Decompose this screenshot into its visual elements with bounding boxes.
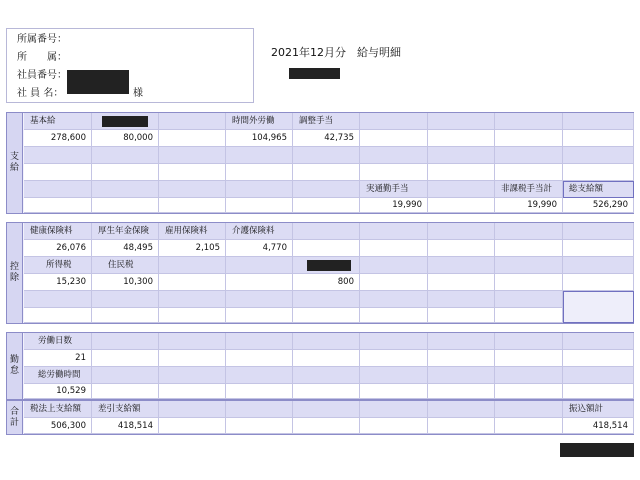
base-pay-value: 278,600 <box>24 130 92 147</box>
empty-label-cell <box>428 367 495 384</box>
empty-label-cell <box>293 367 360 384</box>
empty-value-cell <box>360 274 428 291</box>
redacted-item-value: 80,000 <box>92 130 159 147</box>
redacted-label <box>102 116 148 127</box>
empty-value-cell <box>563 240 634 257</box>
empty-label-cell <box>159 367 226 384</box>
empty-label-cell <box>159 181 226 198</box>
name-row <box>17 87 63 101</box>
net-pay-label: 差引支給額 <box>92 401 159 418</box>
empty-label-cell <box>293 291 360 308</box>
honorific: 様 <box>133 88 143 99</box>
empty-value-cell <box>226 350 293 367</box>
empty-value-cell <box>226 164 293 181</box>
workhours-label: 総労働時間 <box>24 367 92 384</box>
empty-label-cell <box>360 223 428 240</box>
empty-value-cell <box>428 274 495 291</box>
empty-value-cell <box>226 308 293 323</box>
empty-label-cell <box>495 291 563 308</box>
empty-label-cell <box>159 147 226 164</box>
empty-label-cell <box>428 223 495 240</box>
empty-label-cell <box>495 147 563 164</box>
empty-label-cell <box>563 257 634 274</box>
redacted-label <box>307 260 351 271</box>
nontaxable-total-value: 19,990 <box>495 198 563 213</box>
empty-label-cell <box>495 257 563 274</box>
empty-value-cell <box>428 198 495 213</box>
empty-value-cell <box>293 384 360 399</box>
empty-value-cell <box>226 198 293 213</box>
empty-label-cell <box>563 333 634 350</box>
empty-label-cell <box>360 113 428 130</box>
totals-section-label: 合 計 <box>7 401 23 434</box>
empty-value-cell <box>293 198 360 213</box>
empty-value-cell <box>495 130 563 147</box>
empty-value-cell <box>293 164 360 181</box>
empty-label-cell <box>495 113 563 130</box>
empty-label-cell <box>360 367 428 384</box>
workdays-value: 21 <box>24 350 92 367</box>
empty-value-cell <box>226 384 293 399</box>
redacted-label-cell <box>293 257 360 274</box>
payments-section-label: 支 給 <box>7 113 23 213</box>
empty-label-cell <box>428 113 495 130</box>
emp-no-row <box>17 69 67 83</box>
empty-value-cell <box>428 240 495 257</box>
empty-value-cell <box>24 198 92 213</box>
empty-label-cell <box>92 333 159 350</box>
dept-label: 所 属： <box>17 52 67 63</box>
totals-section <box>6 400 634 435</box>
empty-label-cell <box>428 333 495 350</box>
empty-value-cell <box>428 308 495 323</box>
empty-value-cell <box>563 274 634 291</box>
income-tax-value: 15,230 <box>24 274 92 291</box>
empty-value-cell <box>159 418 226 434</box>
empty-label-cell <box>428 257 495 274</box>
empty-value-cell <box>360 350 428 367</box>
empty-label-cell <box>92 291 159 308</box>
empty-label-cell <box>360 147 428 164</box>
empty-value-cell <box>92 164 159 181</box>
empty-label-cell <box>92 181 159 198</box>
empty-label-cell <box>293 181 360 198</box>
empty-label-cell <box>360 401 428 418</box>
empty-label-cell <box>428 181 495 198</box>
deductions-section-label: 控 除 <box>7 223 23 323</box>
empty-value-cell <box>92 384 159 399</box>
employee-info-box <box>6 28 254 103</box>
empty-value-cell <box>360 164 428 181</box>
empty-value-cell <box>293 308 360 323</box>
empty-value-cell <box>159 350 226 367</box>
empty-value-cell <box>293 418 360 434</box>
empty-label-cell <box>428 401 495 418</box>
empty-label-cell <box>159 291 226 308</box>
empty-value-cell <box>92 350 159 367</box>
workdays-label: 労働日数 <box>24 333 92 350</box>
resident-tax-value: 10,300 <box>92 274 159 291</box>
taxable-pay-label: 税法上支給額 <box>24 401 92 418</box>
transfer-total-value: 418,514 <box>563 418 634 434</box>
dept-row <box>17 51 67 65</box>
page-title: 2021年12月分 給与明細 <box>271 46 401 59</box>
empty-value-cell <box>495 240 563 257</box>
empty-value-cell <box>428 418 495 434</box>
empty-label-cell <box>293 223 360 240</box>
payments-section <box>6 112 634 214</box>
empty-value-cell <box>563 164 634 181</box>
empty-label-cell <box>92 367 159 384</box>
empty-label-cell <box>226 257 293 274</box>
health-insurance-value: 26,076 <box>24 240 92 257</box>
transfer-total-label: 振込額計 <box>563 401 634 418</box>
empty-label-cell <box>360 333 428 350</box>
empty-value-cell <box>428 384 495 399</box>
empty-label-cell <box>563 223 634 240</box>
deductions-section <box>6 222 634 324</box>
empty-value-cell <box>495 308 563 323</box>
pension-value: 48,495 <box>92 240 159 257</box>
empty-value-cell <box>293 350 360 367</box>
empty-value-cell <box>92 198 159 213</box>
empty-label-cell <box>563 367 634 384</box>
empty-value-cell <box>563 384 634 399</box>
empty-value-cell <box>360 384 428 399</box>
empty-value-cell <box>428 130 495 147</box>
empty-value-cell <box>495 274 563 291</box>
empty-label-cell <box>495 223 563 240</box>
empty-label-cell <box>226 181 293 198</box>
redacted-title-data <box>289 68 340 79</box>
empty-label-cell <box>159 257 226 274</box>
net-pay-value: 418,514 <box>92 418 159 434</box>
empty-total-cell <box>563 291 634 323</box>
empty-value-cell <box>563 130 634 147</box>
redacted-footer-data <box>560 443 634 457</box>
commute-allowance-label: 実通勤手当 <box>360 181 428 198</box>
name-label: 社 員 名： <box>17 88 64 99</box>
empty-label-cell <box>226 333 293 350</box>
empty-value-cell <box>495 418 563 434</box>
empty-label-cell <box>360 257 428 274</box>
commute-allowance-value: 19,990 <box>360 198 428 213</box>
overtime-label: 時間外労働 <box>226 113 293 130</box>
health-insurance-label: 健康保険料 <box>24 223 92 240</box>
empty-value-cell <box>159 164 226 181</box>
redacted-deduction-value: 800 <box>293 274 360 291</box>
base-pay-label: 基本給 <box>24 113 92 130</box>
resident-tax-label: 住民税 <box>92 257 159 274</box>
empty-value-cell <box>428 164 495 181</box>
empty-label-cell <box>226 367 293 384</box>
empty-value-cell <box>159 308 226 323</box>
empty-label-cell <box>226 147 293 164</box>
empty-label-cell <box>563 113 634 130</box>
empty-label-cell <box>226 291 293 308</box>
empty-value-cell <box>92 308 159 323</box>
empty-value-cell <box>495 164 563 181</box>
attendance-section-label: 勤 怠 <box>7 333 23 399</box>
empty-label-cell <box>495 367 563 384</box>
empty-value-cell <box>293 240 360 257</box>
income-tax-label: 所得税 <box>24 257 92 274</box>
care-insurance-label: 介護保険料 <box>226 223 293 240</box>
dept-no-label: 所属番号： <box>17 34 67 45</box>
empty-label-cell <box>428 147 495 164</box>
empty-label-cell <box>495 333 563 350</box>
empty-label-cell <box>360 291 428 308</box>
empty-value-cell <box>360 308 428 323</box>
employment-insurance-value: 2,105 <box>159 240 226 257</box>
empty-value-cell <box>360 418 428 434</box>
empty-value-cell <box>24 164 92 181</box>
redacted-employee-data <box>67 70 129 94</box>
attendance-section <box>6 332 634 400</box>
empty-label-cell <box>92 147 159 164</box>
empty-value-cell <box>159 198 226 213</box>
empty-label-cell <box>24 291 92 308</box>
gross-pay-value: 526,290 <box>563 198 634 213</box>
empty-label-cell <box>293 333 360 350</box>
empty-label-cell <box>293 401 360 418</box>
empty-label-cell <box>563 147 634 164</box>
workhours-value: 10,529 <box>24 384 92 399</box>
empty-value-cell <box>495 384 563 399</box>
emp-no-label: 社員番号： <box>17 70 67 81</box>
gross-pay-label: 総支給額 <box>563 181 634 198</box>
redacted-label-cell <box>92 113 159 130</box>
empty-value-cell <box>24 308 92 323</box>
empty-value-cell <box>159 384 226 399</box>
adjustment-label: 調整手当 <box>293 113 360 130</box>
empty-label-cell <box>495 401 563 418</box>
empty-value-cell <box>495 350 563 367</box>
empty-value-cell <box>360 240 428 257</box>
empty-label-cell <box>159 113 226 130</box>
adjustment-value: 42,735 <box>293 130 360 147</box>
empty-label-cell <box>428 291 495 308</box>
empty-value-cell <box>226 418 293 434</box>
employment-insurance-label: 雇用保険料 <box>159 223 226 240</box>
nontaxable-total-label: 非課税手当計 <box>495 181 563 198</box>
empty-value-cell <box>159 130 226 147</box>
empty-label-cell <box>159 333 226 350</box>
empty-value-cell <box>428 350 495 367</box>
pension-label: 厚生年金保険 <box>92 223 159 240</box>
empty-value-cell <box>563 350 634 367</box>
empty-label-cell <box>159 401 226 418</box>
empty-value-cell <box>226 274 293 291</box>
care-insurance-value: 4,770 <box>226 240 293 257</box>
empty-value-cell <box>360 130 428 147</box>
empty-label-cell <box>293 147 360 164</box>
empty-label-cell <box>226 401 293 418</box>
taxable-pay-value: 506,300 <box>24 418 92 434</box>
overtime-value: 104,965 <box>226 130 293 147</box>
empty-label-cell <box>24 181 92 198</box>
dept-no-row <box>17 33 67 47</box>
empty-label-cell <box>24 147 92 164</box>
empty-value-cell <box>159 274 226 291</box>
